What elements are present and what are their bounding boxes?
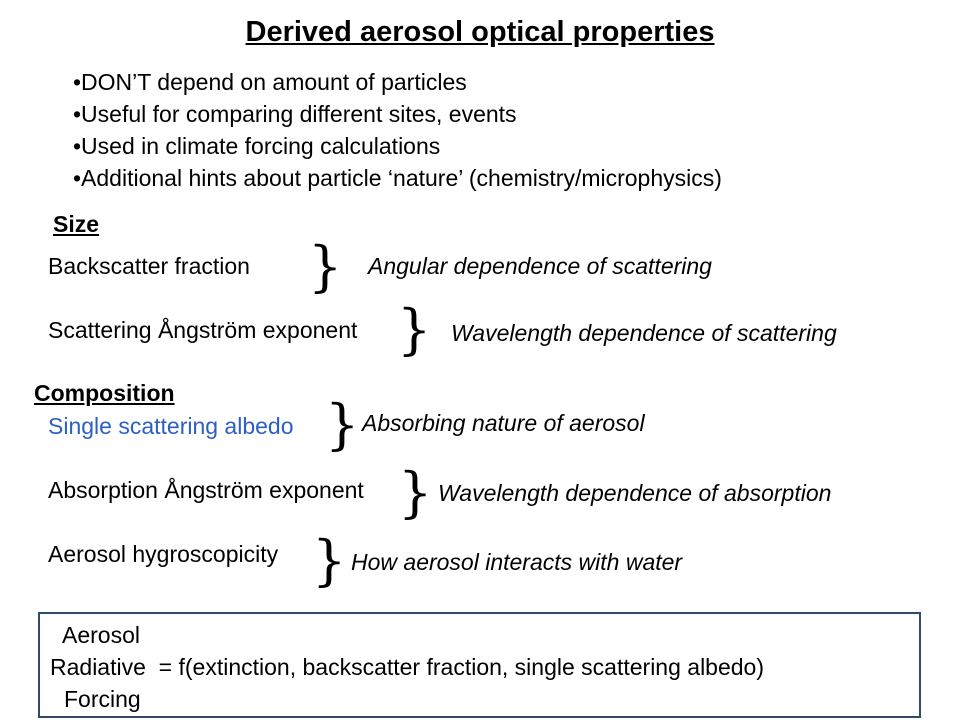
formula-line-aerosol: Aerosol xyxy=(62,622,140,648)
bullet-item: •Used in climate forcing calculations xyxy=(73,133,441,159)
property-aerosol-hygroscopicity: Aerosol hygroscopicity xyxy=(48,541,279,567)
property-single-scattering-albedo: Single scattering albedo xyxy=(48,413,294,439)
description-interacts-with-water: How aerosol interacts with water xyxy=(351,549,683,575)
formula-line-radiative: Radiative = f(extinction, backscatter fraction, single scattering albedo) xyxy=(50,654,764,680)
brace-absorption-angstrom-exponent: } xyxy=(398,461,433,524)
composition-heading: Composition xyxy=(34,380,175,406)
brace-scattering-angstrom-exponent: } xyxy=(397,298,432,361)
bullet-item: •Useful for comparing different sites, events xyxy=(73,101,517,127)
description-wavelength-absorption: Wavelength dependence of absorption xyxy=(438,480,832,506)
page-title: Derived aerosol optical properties xyxy=(245,16,715,48)
description-angular-dependence: Angular dependence of scattering xyxy=(368,253,712,279)
property-backscatter-fraction: Backscatter fraction xyxy=(48,253,250,279)
property-absorption-angstrom-exponent: Absorption Ångström exponent xyxy=(48,477,364,503)
brace-aerosol-hygroscopicity: } xyxy=(312,529,347,592)
bullet-list xyxy=(73,66,722,194)
bullet-item: •DON’T depend on amount of particles xyxy=(73,69,467,95)
property-scattering-angstrom-exponent: Scattering Ångström exponent xyxy=(48,317,358,343)
description-wavelength-scattering: Wavelength dependence of scattering xyxy=(451,320,837,346)
bullet-item: •Additional hints about particle ‘nature’ (chemistry/microphysics) xyxy=(73,165,722,191)
size-heading: Size xyxy=(53,211,100,237)
brace-single-scattering-albedo: } xyxy=(325,393,360,456)
description-absorbing-nature: Absorbing nature of aerosol xyxy=(362,410,645,436)
formula-line-forcing: Forcing xyxy=(64,686,141,712)
brace-backscatter-fraction: } xyxy=(308,235,343,298)
